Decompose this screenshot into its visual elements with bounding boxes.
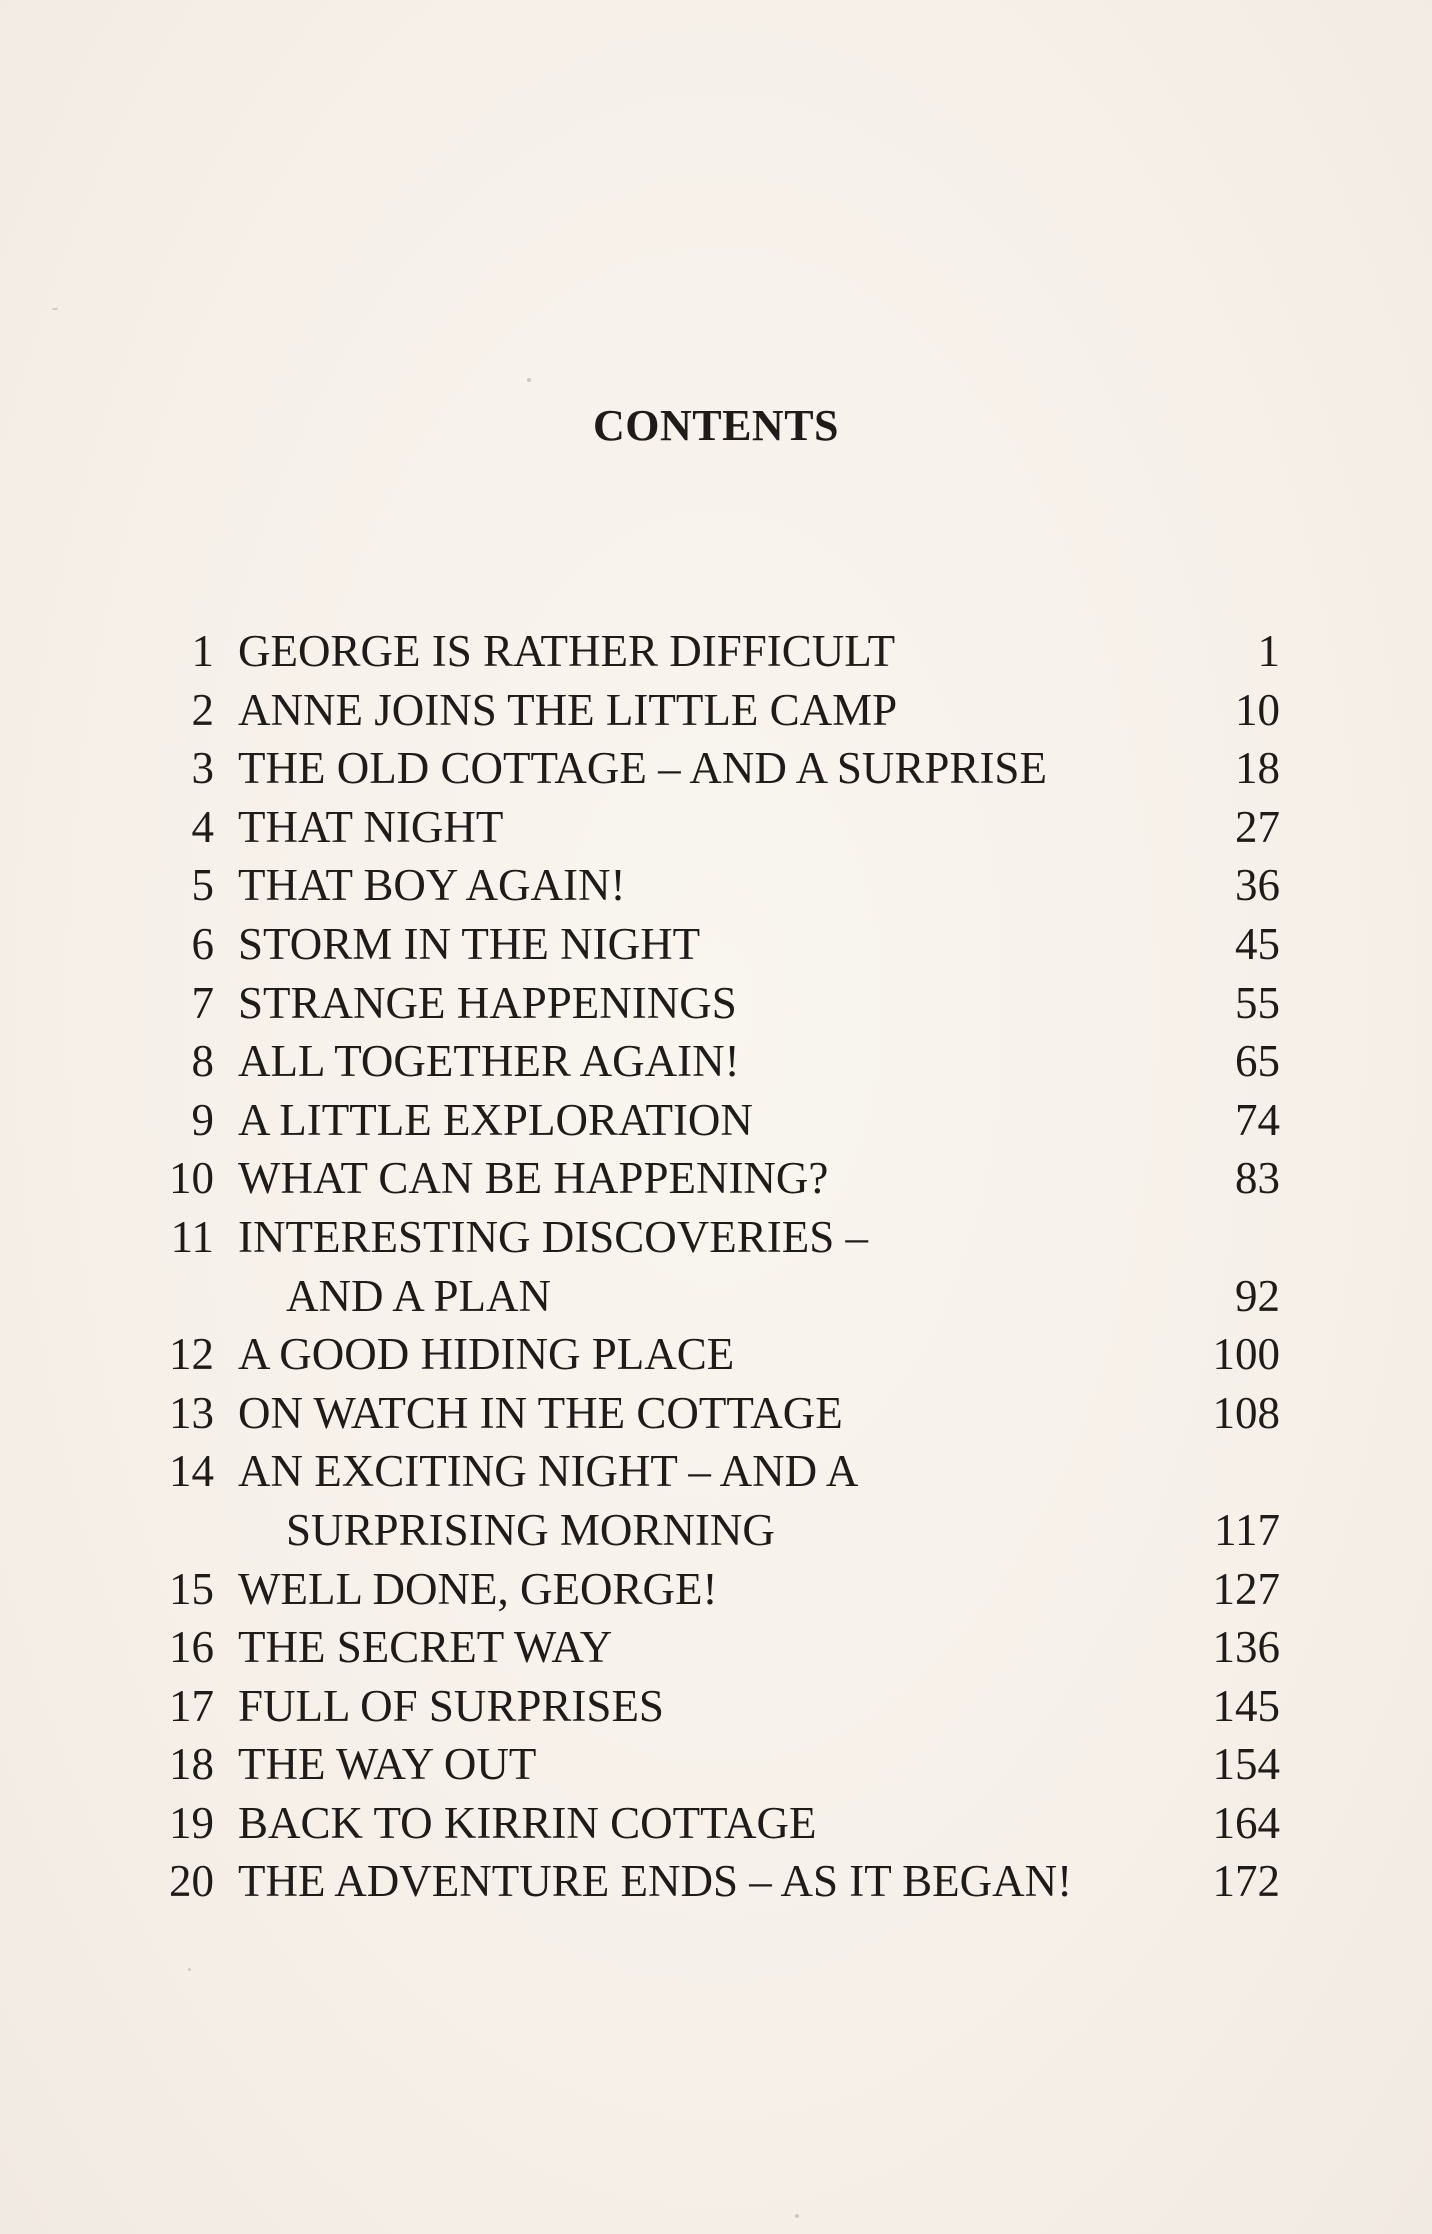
page-number: 92 — [1235, 1270, 1280, 1321]
chapter-number: 4 — [191, 801, 214, 852]
toc-row — [150, 1149, 1280, 1208]
chapter-number: 15 — [169, 1563, 214, 1614]
chapter-title: SURPRISING MORNING — [286, 1504, 775, 1555]
page-number: 55 — [1235, 977, 1280, 1028]
chapter-title: STORM IN THE NIGHT — [238, 918, 701, 969]
chapter-title: AND A PLAN — [286, 1270, 552, 1321]
toc-row — [150, 915, 1280, 974]
page-number: 117 — [1214, 1504, 1280, 1555]
chapter-number: 9 — [191, 1094, 214, 1145]
chapter-title: BACK TO KIRRIN COTTAGE — [238, 1797, 817, 1848]
toc-row — [150, 1735, 1280, 1794]
page-number: 74 — [1235, 1094, 1280, 1145]
chapter-title: THE ADVENTURE ENDS – AS IT BEGAN! — [238, 1856, 1073, 1907]
chapter-title: THE OLD COTTAGE – AND A SURPRISE — [238, 743, 1047, 794]
toc-row — [150, 1091, 1280, 1150]
chapter-number: 1 — [191, 626, 214, 676]
contents-heading: CONTENTS — [592, 401, 840, 450]
chapter-number: 14 — [169, 1446, 214, 1497]
chapter-number: 17 — [169, 1680, 214, 1731]
toc-row — [150, 856, 1280, 915]
chapter-title: GEORGE IS RATHER DIFFICULT — [238, 626, 896, 676]
chapter-title: FULL OF SURPRISES — [238, 1680, 664, 1731]
page-number: 18 — [1235, 743, 1280, 794]
paper-speck — [795, 2214, 799, 2218]
chapter-title: ON WATCH IN THE COTTAGE — [238, 1387, 843, 1438]
page-number: 172 — [1212, 1856, 1280, 1907]
page-number: 65 — [1235, 1036, 1280, 1087]
chapter-number: 3 — [191, 743, 214, 794]
toc-row — [150, 1267, 1280, 1326]
page-number: 83 — [1235, 1153, 1280, 1204]
toc-row — [150, 681, 1280, 740]
page-number: 136 — [1212, 1622, 1280, 1673]
chapter-title: THE SECRET WAY — [238, 1622, 613, 1673]
page-number: 154 — [1212, 1739, 1280, 1790]
toc-row — [150, 1032, 1280, 1091]
chapter-number: 5 — [191, 860, 214, 911]
toc-row — [150, 1852, 1280, 1911]
paper-speck — [52, 308, 58, 310]
toc-row — [150, 739, 1280, 798]
page-number: 100 — [1212, 1329, 1280, 1380]
chapter-title: THAT NIGHT — [238, 801, 504, 852]
chapter-title: ALL TOGETHER AGAIN! — [238, 1036, 740, 1087]
chapter-number: 11 — [170, 1211, 214, 1262]
table-of-contents — [150, 622, 1280, 1911]
chapter-title: ANNE JOINS THE LITTLE CAMP — [238, 684, 898, 735]
chapter-number: 20 — [169, 1856, 214, 1907]
chapter-title: A LITTLE EXPLORATION — [238, 1094, 753, 1145]
chapter-number: 18 — [169, 1739, 214, 1790]
chapter-title: INTERESTING DISCOVERIES – — [238, 1211, 868, 1262]
toc-row — [150, 974, 1280, 1033]
page-number: 145 — [1212, 1680, 1280, 1731]
chapter-title: THE WAY OUT — [238, 1739, 537, 1790]
chapter-number: 2 — [191, 684, 214, 735]
page-number: 27 — [1235, 801, 1280, 852]
chapter-number: 13 — [169, 1387, 214, 1438]
toc-row — [150, 1442, 1280, 1501]
chapter-title: STRANGE HAPPENINGS — [238, 977, 737, 1028]
toc-row — [150, 1677, 1280, 1736]
toc-row — [150, 1384, 1280, 1443]
toc-row — [150, 1618, 1280, 1677]
page-number: 10 — [1235, 684, 1280, 735]
chapter-number: 8 — [191, 1036, 214, 1087]
paper-speck — [527, 378, 531, 382]
chapter-number: 19 — [169, 1797, 214, 1848]
chapter-title: A GOOD HIDING PLACE — [238, 1329, 735, 1380]
page-number: 108 — [1212, 1387, 1280, 1438]
page-number: 45 — [1235, 918, 1280, 969]
toc-row — [150, 1325, 1280, 1384]
chapter-number: 16 — [169, 1622, 214, 1673]
toc-row — [150, 1208, 1280, 1267]
page-number: 1 — [1257, 626, 1280, 676]
chapter-title: THAT BOY AGAIN! — [238, 860, 626, 911]
chapter-title: WHAT CAN BE HAPPENING? — [238, 1153, 829, 1204]
page-number: 164 — [1212, 1797, 1280, 1848]
chapter-number: 6 — [191, 918, 214, 969]
toc-row — [150, 622, 1280, 681]
chapter-number: 7 — [191, 977, 214, 1028]
toc-row — [150, 1501, 1280, 1560]
toc-row — [150, 798, 1280, 857]
paper-speck — [188, 1968, 191, 1971]
page-number: 127 — [1212, 1563, 1280, 1614]
chapter-number: 10 — [169, 1153, 214, 1204]
page-number: 36 — [1235, 860, 1280, 911]
chapter-title: AN EXCITING NIGHT – AND A — [238, 1446, 859, 1497]
toc-row — [150, 1794, 1280, 1853]
chapter-number: 12 — [169, 1329, 214, 1380]
chapter-title: WELL DONE, GEORGE! — [238, 1563, 718, 1614]
toc-row — [150, 1560, 1280, 1619]
